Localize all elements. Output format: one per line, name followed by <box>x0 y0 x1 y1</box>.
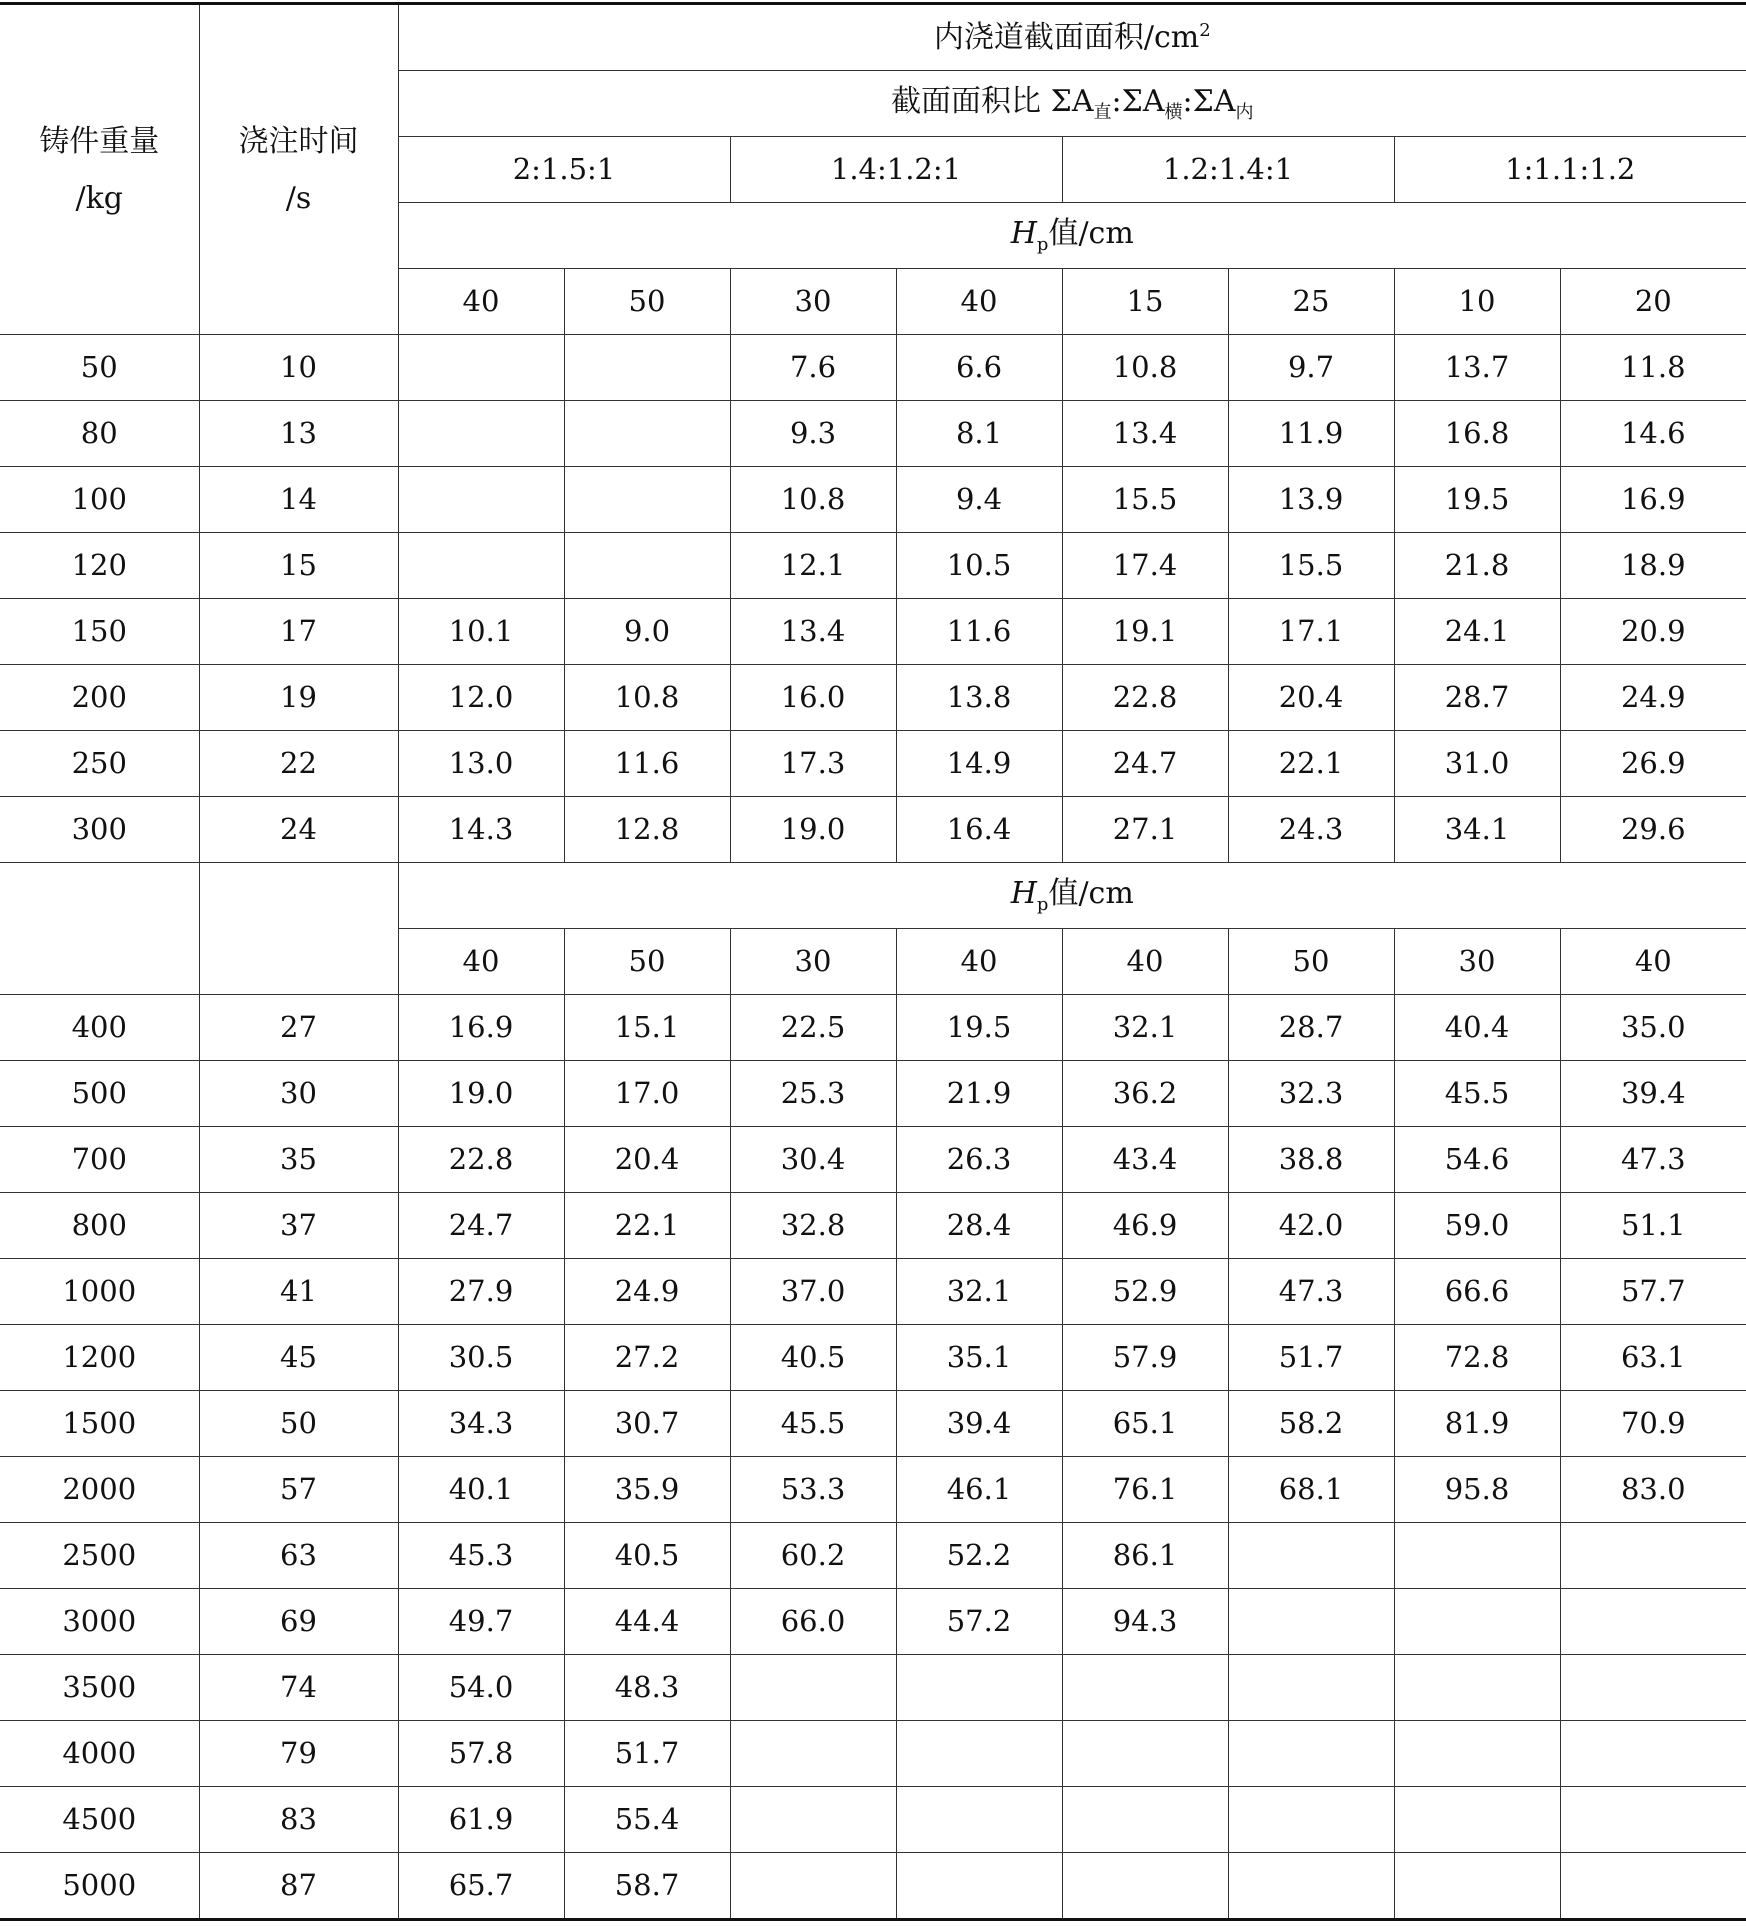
area-cell: 31.0 <box>1394 731 1560 797</box>
hp-value: 30 <box>1394 929 1560 995</box>
area-cell: 14.3 <box>398 797 564 863</box>
weight-cell: 2500 <box>0 1523 199 1589</box>
area-cell: 21.8 <box>1394 533 1560 599</box>
area-title-text: 内浇道截面面积/cm <box>933 19 1200 55</box>
area-cell: 68.1 <box>1228 1457 1394 1523</box>
area-cell: 13.4 <box>1062 401 1228 467</box>
area-cell <box>1062 1787 1228 1853</box>
header-row-hp-2 <box>0 863 1746 929</box>
area-cell: 18.9 <box>1560 533 1746 599</box>
hp-value: 40 <box>1560 929 1746 995</box>
area-cell: 6.6 <box>896 335 1062 401</box>
area-cell <box>398 467 564 533</box>
time-cell: 19 <box>199 665 398 731</box>
area-cell: 17.1 <box>1228 599 1394 665</box>
area-cell: 30.4 <box>730 1127 896 1193</box>
hp-rest: 值/cm <box>1048 215 1134 251</box>
table-row <box>0 599 1746 665</box>
table-row <box>0 1061 1746 1127</box>
weight-cell: 50 <box>0 335 199 401</box>
area-cell: 14.9 <box>896 731 1062 797</box>
table-row <box>0 1523 1746 1589</box>
area-cell <box>1394 1655 1560 1721</box>
area-cell <box>1560 1523 1746 1589</box>
area-cell: 8.1 <box>896 401 1062 467</box>
area-cell: 12.0 <box>398 665 564 731</box>
table-row <box>0 1721 1746 1787</box>
area-cell: 51.1 <box>1560 1193 1746 1259</box>
hp-value: 40 <box>896 269 1062 335</box>
area-cell: 34.1 <box>1394 797 1560 863</box>
weight-cell: 3000 <box>0 1589 199 1655</box>
blank-cell <box>199 863 398 995</box>
area-cell <box>730 1853 896 1920</box>
table-row <box>0 797 1746 863</box>
area-cell: 20.4 <box>1228 665 1394 731</box>
time-cell: 41 <box>199 1259 398 1325</box>
area-cell: 63.1 <box>1560 1325 1746 1391</box>
area-cell: 34.3 <box>398 1391 564 1457</box>
area-cell <box>1560 1589 1746 1655</box>
area-cell: 24.1 <box>1394 599 1560 665</box>
area-cell: 32.1 <box>1062 995 1228 1061</box>
time-cell: 10 <box>199 335 398 401</box>
area-cell: 46.9 <box>1062 1193 1228 1259</box>
weight-header <box>0 4 199 335</box>
time-cell: 30 <box>199 1061 398 1127</box>
area-cell: 45.3 <box>398 1523 564 1589</box>
weight-cell: 4000 <box>0 1721 199 1787</box>
area-cell: 95.8 <box>1394 1457 1560 1523</box>
area-cell <box>1560 1787 1746 1853</box>
area-cell: 22.8 <box>398 1127 564 1193</box>
ratio-value: 2:1.5:1 <box>398 137 730 203</box>
weight-cell: 120 <box>0 533 199 599</box>
ratio-term-3: $\Sigma A_内$ <box>1192 83 1254 123</box>
hp-title <box>398 203 1746 269</box>
area-cell <box>398 533 564 599</box>
area-cell: 53.3 <box>730 1457 896 1523</box>
time-cell: 83 <box>199 1787 398 1853</box>
area-cell: 28.7 <box>1228 995 1394 1061</box>
table-row <box>0 1589 1746 1655</box>
area-cell: 13.8 <box>896 665 1062 731</box>
area-cell: 25.3 <box>730 1061 896 1127</box>
time-cell: 35 <box>199 1127 398 1193</box>
hp-value: 10 <box>1394 269 1560 335</box>
area-cell: 28.4 <box>896 1193 1062 1259</box>
area-cell: 45.5 <box>1394 1061 1560 1127</box>
time-cell: 27 <box>199 995 398 1061</box>
table-row <box>0 1787 1746 1853</box>
time-cell: 87 <box>199 1853 398 1920</box>
area-cell: 13.7 <box>1394 335 1560 401</box>
area-cell: 76.1 <box>1062 1457 1228 1523</box>
area-cell: 37.0 <box>730 1259 896 1325</box>
area-cell <box>1228 1655 1394 1721</box>
weight-cell: 250 <box>0 731 199 797</box>
area-cell: 40.5 <box>730 1325 896 1391</box>
area-cell: 86.1 <box>1062 1523 1228 1589</box>
time-cell: 17 <box>199 599 398 665</box>
area-cell: 16.0 <box>730 665 896 731</box>
weight-cell: 800 <box>0 1193 199 1259</box>
area-cell: 94.3 <box>1062 1589 1228 1655</box>
area-cell: 24.9 <box>1560 665 1746 731</box>
area-cell: 81.9 <box>1394 1391 1560 1457</box>
area-cell: 26.3 <box>896 1127 1062 1193</box>
area-cell <box>1062 1655 1228 1721</box>
area-cell: 65.1 <box>1062 1391 1228 1457</box>
area-cell: 17.0 <box>564 1061 730 1127</box>
area-cell: 35.1 <box>896 1325 1062 1391</box>
area-cell <box>1560 1721 1746 1787</box>
hp-value: 40 <box>398 929 564 995</box>
weight-cell: 1500 <box>0 1391 199 1457</box>
area-cell: 16.4 <box>896 797 1062 863</box>
time-header-label: 浇注时间 <box>238 123 359 159</box>
area-cell: 10.8 <box>730 467 896 533</box>
hp-title-2 <box>398 863 1746 929</box>
area-cell <box>1560 1655 1746 1721</box>
ratio-term-1: $\Sigma A_直$: <box>1050 83 1122 123</box>
area-cell <box>896 1655 1062 1721</box>
area-cell: 42.0 <box>1228 1193 1394 1259</box>
area-cell: 12.1 <box>730 533 896 599</box>
area-cell <box>1228 1721 1394 1787</box>
area-cell: 35.9 <box>564 1457 730 1523</box>
area-cell: 61.9 <box>398 1787 564 1853</box>
weight-cell: 500 <box>0 1061 199 1127</box>
area-title <box>398 4 1746 71</box>
area-cell: 10.8 <box>564 665 730 731</box>
area-cell: 57.8 <box>398 1721 564 1787</box>
area-cell <box>564 401 730 467</box>
area-cell: 15.5 <box>1228 533 1394 599</box>
time-cell: 74 <box>199 1655 398 1721</box>
area-cell: 9.7 <box>1228 335 1394 401</box>
area-cell: 24.3 <box>1228 797 1394 863</box>
area-cell: 45.5 <box>730 1391 896 1457</box>
hp-value: 40 <box>398 269 564 335</box>
area-cell: 29.6 <box>1560 797 1746 863</box>
weight-cell: 2000 <box>0 1457 199 1523</box>
time-cell: 79 <box>199 1721 398 1787</box>
area-cell: 58.2 <box>1228 1391 1394 1457</box>
area-cell <box>730 1655 896 1721</box>
area-cell: 83.0 <box>1560 1457 1746 1523</box>
area-cell <box>1228 1523 1394 1589</box>
time-cell: 37 <box>199 1193 398 1259</box>
area-cell <box>398 335 564 401</box>
area-cell: 9.4 <box>896 467 1062 533</box>
area-cell: 59.0 <box>1394 1193 1560 1259</box>
weight-cell: 200 <box>0 665 199 731</box>
table-row <box>0 1127 1746 1193</box>
area-cell: 51.7 <box>564 1721 730 1787</box>
area-cell <box>896 1853 1062 1920</box>
area-cell: 47.3 <box>1228 1259 1394 1325</box>
area-cell: 7.6 <box>730 335 896 401</box>
area-cell: 32.1 <box>896 1259 1062 1325</box>
weight-cell: 1200 <box>0 1325 199 1391</box>
area-cell <box>1228 1853 1394 1920</box>
area-cell: 35.0 <box>1560 995 1746 1061</box>
area-cell: 39.4 <box>896 1391 1062 1457</box>
area-cell <box>1394 1589 1560 1655</box>
hp-value: 40 <box>896 929 1062 995</box>
area-cell: 40.4 <box>1394 995 1560 1061</box>
blank-cell <box>0 863 199 995</box>
weight-cell: 400 <box>0 995 199 1061</box>
area-cell <box>1228 1787 1394 1853</box>
ratio-value: 1.2:1.4:1 <box>1062 137 1394 203</box>
area-cell: 32.8 <box>730 1193 896 1259</box>
area-cell: 65.7 <box>398 1853 564 1920</box>
area-cell <box>730 1787 896 1853</box>
time-cell: 69 <box>199 1589 398 1655</box>
weight-header-unit: /kg <box>75 180 123 216</box>
ratio-term-2: $\Sigma A_横$: <box>1121 83 1193 123</box>
area-cell: 13.0 <box>398 731 564 797</box>
area-cell: 22.8 <box>1062 665 1228 731</box>
area-cell: 52.2 <box>896 1523 1062 1589</box>
weight-cell: 700 <box>0 1127 199 1193</box>
weight-cell: 3500 <box>0 1655 199 1721</box>
area-cell: 57.7 <box>1560 1259 1746 1325</box>
area-cell: 19.5 <box>896 995 1062 1061</box>
area-cell: 15.5 <box>1062 467 1228 533</box>
area-cell: 9.3 <box>730 401 896 467</box>
area-cell: 46.1 <box>896 1457 1062 1523</box>
area-cell: 20.4 <box>564 1127 730 1193</box>
area-cell: 27.9 <box>398 1259 564 1325</box>
hp-sub: p <box>1036 893 1049 915</box>
time-cell: 13 <box>199 401 398 467</box>
area-cell: 22.1 <box>564 1193 730 1259</box>
area-cell: 24.7 <box>398 1193 564 1259</box>
time-cell: 63 <box>199 1523 398 1589</box>
area-cell: 11.6 <box>896 599 1062 665</box>
area-cell <box>1394 1787 1560 1853</box>
table-row <box>0 1193 1746 1259</box>
area-cell: 22.1 <box>1228 731 1394 797</box>
area-cell <box>564 335 730 401</box>
time-header-unit: /s <box>285 180 312 216</box>
area-cell: 30.5 <box>398 1325 564 1391</box>
area-cell: 57.9 <box>1062 1325 1228 1391</box>
table-row <box>0 1457 1746 1523</box>
weight-cell: 300 <box>0 797 199 863</box>
weight-header-label: 铸件重量 <box>39 123 160 159</box>
table-row <box>0 1655 1746 1721</box>
area-cell: 40.1 <box>398 1457 564 1523</box>
area-cell: 60.2 <box>730 1523 896 1589</box>
area-cell: 19.5 <box>1394 467 1560 533</box>
area-cell: 27.2 <box>564 1325 730 1391</box>
area-cell: 17.3 <box>730 731 896 797</box>
area-cell: 24.9 <box>564 1259 730 1325</box>
area-cell: 20.9 <box>1560 599 1746 665</box>
hp-rest: 值/cm <box>1048 875 1134 911</box>
area-cell: 49.7 <box>398 1589 564 1655</box>
gating-area-table <box>0 2 1746 1921</box>
area-cell: 28.7 <box>1394 665 1560 731</box>
hp-symbol: H <box>1010 215 1037 251</box>
area-cell <box>896 1721 1062 1787</box>
area-cell <box>1394 1853 1560 1920</box>
hp-value: 40 <box>1062 929 1228 995</box>
area-cell: 10.8 <box>1062 335 1228 401</box>
table-row <box>0 1853 1746 1920</box>
area-cell: 12.8 <box>564 797 730 863</box>
area-cell: 10.5 <box>896 533 1062 599</box>
time-cell: 14 <box>199 467 398 533</box>
ratio-prefix: 截面面积比 <box>891 83 1051 119</box>
area-cell <box>1062 1853 1228 1920</box>
area-cell: 14.6 <box>1560 401 1746 467</box>
table-row <box>0 1391 1746 1457</box>
table-row <box>0 731 1746 797</box>
area-cell: 19.1 <box>1062 599 1228 665</box>
area-cell: 27.1 <box>1062 797 1228 863</box>
table-row <box>0 401 1746 467</box>
time-cell: 22 <box>199 731 398 797</box>
area-cell <box>1560 1853 1746 1920</box>
area-cell <box>1228 1589 1394 1655</box>
weight-cell: 1000 <box>0 1259 199 1325</box>
area-cell <box>398 401 564 467</box>
area-cell: 16.8 <box>1394 401 1560 467</box>
weight-cell: 100 <box>0 467 199 533</box>
time-cell: 57 <box>199 1457 398 1523</box>
area-cell: 26.9 <box>1560 731 1746 797</box>
ratio-value: 1:1.1:1.2 <box>1394 137 1746 203</box>
area-cell: 16.9 <box>1560 467 1746 533</box>
ratio-value: 1.4:1.2:1 <box>730 137 1062 203</box>
area-cell: 44.4 <box>564 1589 730 1655</box>
area-cell: 16.9 <box>398 995 564 1061</box>
weight-cell: 150 <box>0 599 199 665</box>
area-cell: 19.0 <box>398 1061 564 1127</box>
area-title-sup: 2 <box>1199 19 1211 41</box>
table-row <box>0 995 1746 1061</box>
area-cell: 15.1 <box>564 995 730 1061</box>
area-cell: 72.8 <box>1394 1325 1560 1391</box>
area-cell: 66.6 <box>1394 1259 1560 1325</box>
area-cell: 36.2 <box>1062 1061 1228 1127</box>
area-cell: 11.9 <box>1228 401 1394 467</box>
area-cell <box>1062 1721 1228 1787</box>
table-row <box>0 335 1746 401</box>
table-row <box>0 533 1746 599</box>
time-cell: 24 <box>199 797 398 863</box>
area-cell: 40.5 <box>564 1523 730 1589</box>
hp-value: 25 <box>1228 269 1394 335</box>
area-cell: 13.9 <box>1228 467 1394 533</box>
area-cell: 54.0 <box>398 1655 564 1721</box>
area-cell <box>564 467 730 533</box>
time-cell: 50 <box>199 1391 398 1457</box>
hp-value: 50 <box>564 269 730 335</box>
area-cell: 24.7 <box>1062 731 1228 797</box>
area-cell: 54.6 <box>1394 1127 1560 1193</box>
area-cell: 17.4 <box>1062 533 1228 599</box>
area-cell: 11.6 <box>564 731 730 797</box>
ratio-title <box>398 71 1746 137</box>
hp-value: 50 <box>564 929 730 995</box>
header-row-area <box>0 4 1746 71</box>
area-cell <box>564 533 730 599</box>
table-row <box>0 467 1746 533</box>
area-cell: 57.2 <box>896 1589 1062 1655</box>
area-cell: 13.4 <box>730 599 896 665</box>
weight-cell: 5000 <box>0 1853 199 1920</box>
hp-symbol: H <box>1010 875 1037 911</box>
area-cell <box>1394 1523 1560 1589</box>
hp-value: 15 <box>1062 269 1228 335</box>
area-cell: 22.5 <box>730 995 896 1061</box>
area-cell: 58.7 <box>564 1853 730 1920</box>
weight-cell: 4500 <box>0 1787 199 1853</box>
hp-value: 30 <box>730 269 896 335</box>
table-row <box>0 1259 1746 1325</box>
area-cell: 66.0 <box>730 1589 896 1655</box>
time-cell: 45 <box>199 1325 398 1391</box>
hp-value: 30 <box>730 929 896 995</box>
hp-sub: p <box>1036 233 1049 255</box>
area-cell: 32.3 <box>1228 1061 1394 1127</box>
area-cell: 19.0 <box>730 797 896 863</box>
hp-value: 20 <box>1560 269 1746 335</box>
area-cell: 70.9 <box>1560 1391 1746 1457</box>
area-cell: 39.4 <box>1560 1061 1746 1127</box>
area-cell: 11.8 <box>1560 335 1746 401</box>
area-cell: 55.4 <box>564 1787 730 1853</box>
area-cell: 52.9 <box>1062 1259 1228 1325</box>
area-cell <box>1394 1721 1560 1787</box>
area-cell: 30.7 <box>564 1391 730 1457</box>
area-cell: 10.1 <box>398 599 564 665</box>
area-cell: 47.3 <box>1560 1127 1746 1193</box>
area-cell: 9.0 <box>564 599 730 665</box>
area-cell: 43.4 <box>1062 1127 1228 1193</box>
time-header <box>199 4 398 335</box>
area-cell <box>896 1787 1062 1853</box>
table-row <box>0 665 1746 731</box>
hp-value: 50 <box>1228 929 1394 995</box>
table-row <box>0 1325 1746 1391</box>
area-cell: 51.7 <box>1228 1325 1394 1391</box>
time-cell: 15 <box>199 533 398 599</box>
area-cell: 48.3 <box>564 1655 730 1721</box>
area-cell <box>730 1721 896 1787</box>
weight-cell: 80 <box>0 401 199 467</box>
area-cell: 21.9 <box>896 1061 1062 1127</box>
area-cell: 38.8 <box>1228 1127 1394 1193</box>
